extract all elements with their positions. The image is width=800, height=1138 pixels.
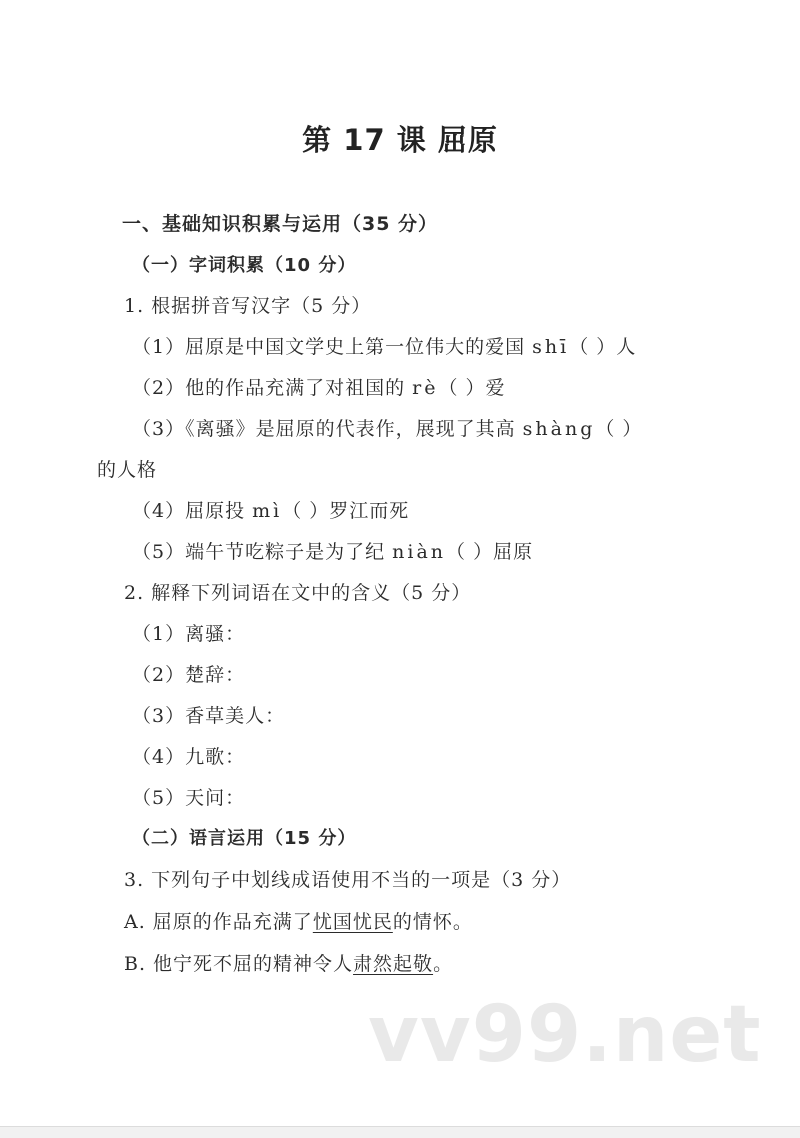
question-1-item-5 [132,540,533,564]
blank: （ ）屈原 [446,541,534,563]
pinyin: niàn [392,541,447,563]
underlined-idiom: 肃然起敬 [353,953,434,975]
item-text: （4）屈原投 [132,500,253,522]
section-heading-1: 一、基础知识积累与运用（35 分） [122,213,439,235]
option-text-end: 。 [433,953,454,975]
question-1-stem: 1. 根据拼音写汉字（5 分） [124,295,372,317]
subsection-heading-1: （一）字词积累（10 分） [132,255,357,276]
item-text: （5）端午节吃粽子是为了纪 [132,541,393,563]
question-2-stem: 2. 解释下列词语在文中的含义（5 分） [124,582,472,604]
item-text: （3）《离骚》是屈原的代表作，展现了其高 [132,418,523,440]
option-text-end: 的情怀。 [392,911,473,933]
question-2-item-4: （4）九歌： [132,746,246,768]
blank: （ ）罗江而死 [282,500,410,522]
question-1-item-3 [132,417,642,441]
question-1-item-1 [132,335,636,359]
question-2-item-2: （2）楚辞： [132,664,246,686]
blank: （ ）爱 [438,377,506,399]
question-3-option-b [124,952,453,976]
question-1-item-2 [132,376,506,400]
pinyin: rè [412,377,439,399]
question-3-option-a [124,910,473,934]
page-bottom-edge [0,1126,800,1138]
question-2-item-3: （3）香草美人： [132,705,286,727]
question-2-item-1: （1）离骚： [132,623,246,645]
subsection-heading-2: （二）语言运用（15 分） [132,828,357,849]
question-2-item-5: （5）天问： [132,787,246,809]
item-text: （2）他的作品充满了对祖国的 [132,377,413,399]
underlined-idiom: 忧国忧民 [312,911,393,933]
question-1-item-3-continuation: 的人格 [97,459,158,481]
blank: （ ） [595,418,643,440]
item-text: （1）屈原是中国文学史上第一位伟大的爱国 [132,336,533,358]
watermark: vv99.net [368,990,762,1080]
blank: （ ）人 [569,336,637,358]
pinyin: shàng [522,418,596,440]
option-text: A. 屈原的作品充满了 [124,911,313,933]
pinyin: mì [252,500,283,522]
page-title: 第 17 课 屈原 [302,123,498,157]
question-1-item-4 [132,499,409,523]
question-3-stem: 3. 下列句子中划线成语使用不当的一项是（3 分） [124,869,572,891]
pinyin: shī [532,336,570,358]
option-text: B. 他宁死不屈的精神令人 [124,953,354,975]
